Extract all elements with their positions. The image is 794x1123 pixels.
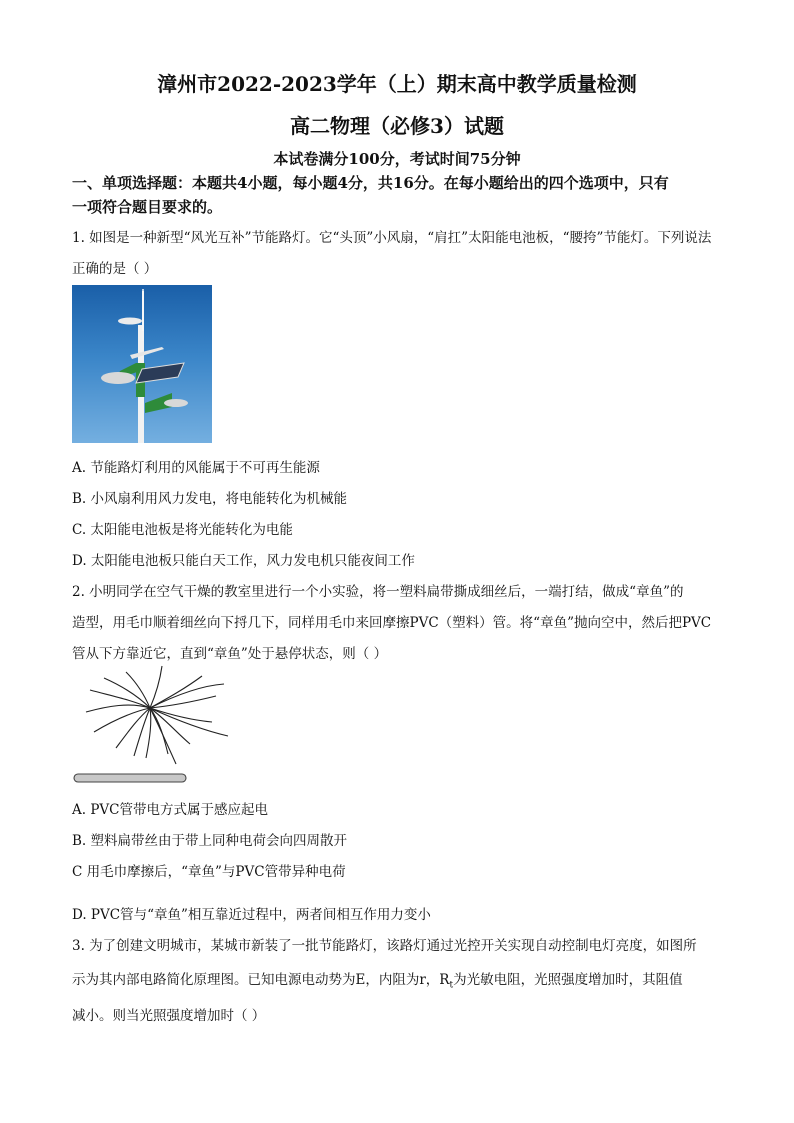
- section-heading-line2: 一项符合题目要求的。: [72, 198, 223, 216]
- q2-option-c[interactable]: C 用毛巾摩擦后，“章鱼”与PVC管带异种电荷: [72, 864, 346, 880]
- exam-title: 漳州市2022-2023学年（上）期末高中教学质量检测: [157, 72, 637, 96]
- exam-subtitle: 高二物理（必修3）试题: [290, 114, 504, 138]
- q3-stem-line2: [72, 968, 683, 991]
- q2-stem-line3: 管从下方靠近它，直到“章鱼”处于悬停状态，则（ ）: [72, 646, 388, 662]
- q1-stem-line1: 1. 如图是一种新型“风光互补”节能路灯。它“头顶”小风扇，“肩扛”太阳能电池板，“腰挎”节能灯。下列说法: [72, 230, 712, 246]
- q3-resistor-subscript: t: [449, 980, 454, 991]
- street-lamp-photo: [72, 285, 212, 443]
- q1-option-b[interactable]: B. 小风扇利用风力发电，将电能转化为机械能: [72, 491, 348, 507]
- q2-option-a[interactable]: A. PVC管带电方式属于感应起电: [72, 802, 268, 818]
- q3-stem-line3: 减小。则当光照强度增加时（ ）: [72, 1008, 266, 1024]
- q2-stem-line1: 2. 小明同学在空气干燥的教室里进行一个小实验，将一塑料扁带撕成细丝后，一端打结，做成“章鱼”的: [72, 584, 684, 600]
- q1-option-c[interactable]: C. 太阳能电池板是将光能转化为电能: [72, 522, 293, 538]
- q1-option-a[interactable]: A. 节能路灯利用的风能属于不可再生能源: [72, 460, 320, 476]
- exam-info: 本试卷满分100分，考试时间75分钟: [273, 150, 521, 168]
- q1-stem-line2: 正确的是（ ）: [72, 261, 158, 277]
- q3-stem-line2-text: 示为其内部电路简化原理图。已知电源电动势为E，内阻为r，R: [72, 972, 450, 988]
- q2-option-d[interactable]: D. PVC管与“章鱼”相互靠近过程中，两者间相互作用力变小: [72, 907, 431, 923]
- octopus-strands-illustration: [72, 660, 242, 790]
- street-lamp-illustration: [72, 285, 212, 443]
- q1-option-d[interactable]: D. 太阳能电池板只能白天工作，风力发电机只能夜间工作: [72, 553, 415, 569]
- q2-stem-line2: 造型，用毛巾顺着细丝向下捋几下，同样用毛巾来回摩擦PVC（塑料）管。将“章鱼”抛向空中，然后把PVC: [72, 615, 712, 631]
- q3-stem-line1: 3. 为了创建文明城市，某城市新装了一批节能路灯，该路灯通过光控开关实现自动控制电灯亮度，如图所: [72, 938, 697, 954]
- section-heading-line1: 一、单项选择题：本题共4小题，每小题4分，共16分。在每小题给出的四个选项中，只有: [72, 174, 669, 192]
- q2-option-b[interactable]: B. 塑料扁带丝由于带上同种电荷会向四周散开: [72, 833, 348, 849]
- q3-stem-line2-text-b: 为光敏电阻，光照强度增加时，其阻值: [453, 972, 683, 988]
- octopus-pvc-sketch: [72, 660, 242, 790]
